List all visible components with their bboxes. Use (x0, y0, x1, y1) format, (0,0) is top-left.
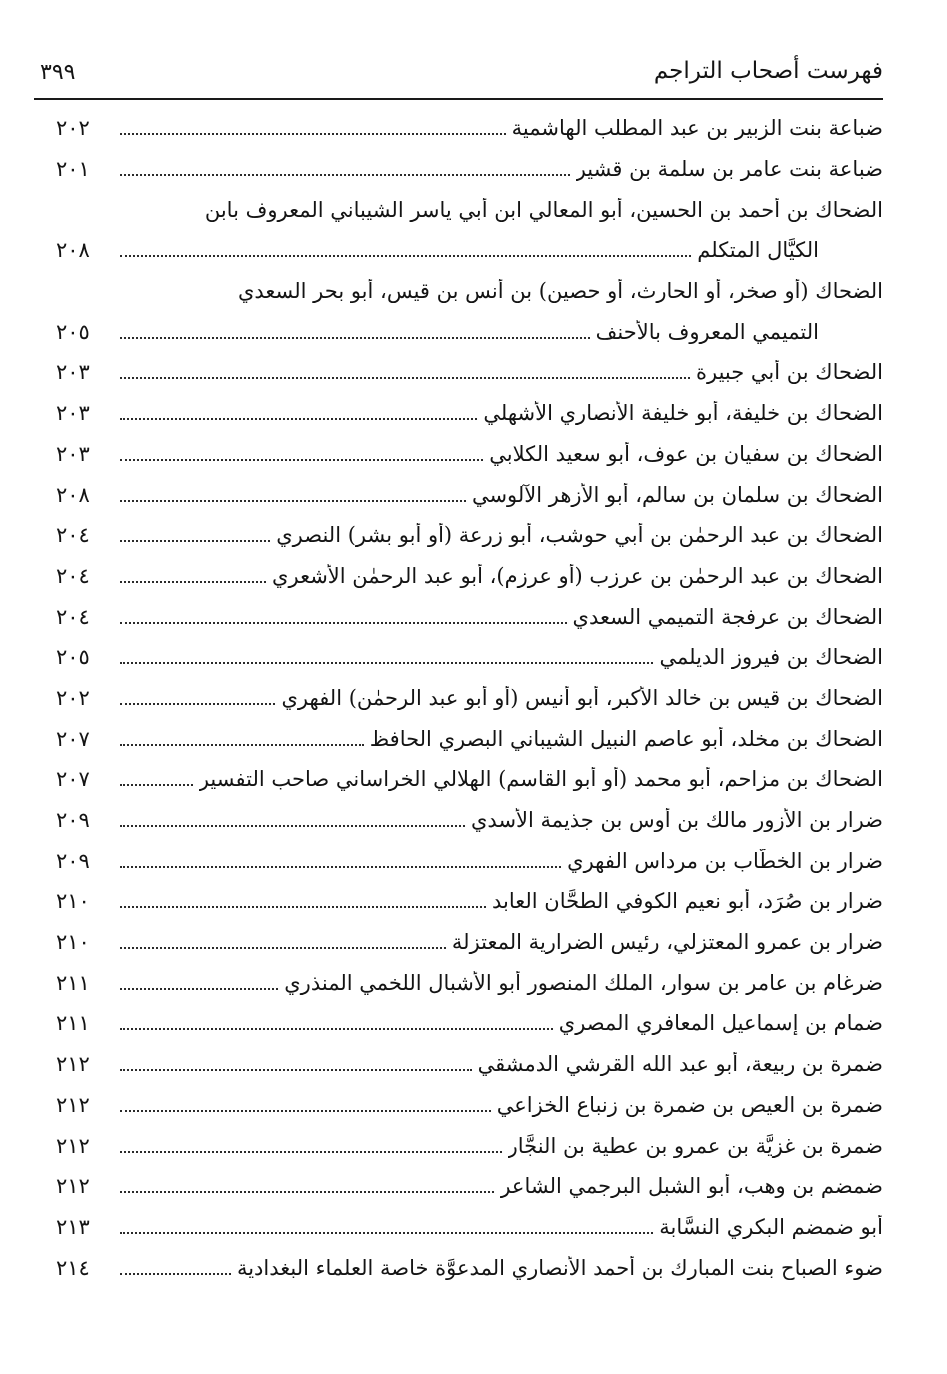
entry-name: الضحاك بن أبي جبيرة (696, 360, 883, 385)
entry-name: الضحاك بن خليفة، أبو خليفة الأنصاري الأشهلي (483, 401, 883, 426)
dot-leader (120, 703, 275, 705)
entry-name: الضحاك بن عبد الرحمٰن بن أبي حوشب، أبو زرعة (أو أبو بشر) النصري (276, 523, 883, 548)
entry-page-number: ٢١٢ (56, 1133, 90, 1158)
index-entry (56, 474, 883, 515)
dot-leader (120, 1191, 494, 1193)
entry-name: ضمرة بن العيص بن ضمرة بن زنباع الخزاعي (496, 1092, 883, 1117)
index-entry (56, 718, 883, 759)
index-entry (56, 1247, 883, 1288)
entry-name-continuation: التميمي المعروف بالأحنف (595, 319, 819, 344)
index-entry-line (56, 189, 883, 230)
entry-page-number: ٢٠٧ (56, 726, 90, 751)
dot-leader (120, 133, 506, 135)
entry-page-number: ٢٠٧ (56, 767, 90, 792)
entry-page-number: ٢٠٢ (56, 116, 90, 141)
entry-name-continuation: الكيَّال المتكلم (697, 238, 819, 263)
index-entry (56, 1044, 883, 1085)
entry-name: ضباعة بنت عامر بن سلمة بن قشير (575, 157, 883, 182)
dot-leader (120, 377, 690, 379)
index-entry (56, 556, 883, 597)
entry-name: الضحاك بن عبد الرحمٰن بن عرزب (أو عرزم)، أبو عبد الرحمٰن الأشعري (272, 563, 883, 588)
dot-leader (120, 662, 653, 664)
index-entry (56, 230, 883, 271)
dot-leader (120, 581, 266, 583)
entry-name: ضرار بن الأزور مالك بن أوس بن جذيمة الأسدي (471, 808, 883, 833)
index-entry (56, 108, 883, 149)
entry-page-number: ٢٠٩ (56, 808, 90, 833)
entry-name: ضمضم بن وهب، أبو الشبل البرجمي الشاعر (500, 1174, 883, 1199)
dot-leader (120, 744, 364, 746)
entry-page-number: ٢٠٤ (56, 563, 90, 588)
index-entry (56, 678, 883, 719)
index-list (56, 108, 883, 1288)
dot-leader (120, 1110, 491, 1112)
index-entry (56, 840, 883, 881)
entry-name: الضحاك بن سلمان بن سالم، أبو الأزهر الآلوسي (471, 482, 883, 507)
entry-page-number: ٢١٢ (56, 1174, 90, 1199)
entry-name: ضرار بن الخطَّاب بن مرداس الفهري (567, 848, 883, 873)
entry-name: الضحاك بن عرفجة التميمي السعدي (572, 604, 883, 629)
dot-leader (120, 1232, 653, 1234)
entry-name: ضرار بن صُرَد، أبو نعيم الكوفي الطحَّان العابد (491, 889, 883, 914)
page-number: ٣٩٩ (40, 60, 76, 85)
dot-leader (120, 255, 691, 257)
entry-page-number: ٢٠١ (56, 157, 90, 182)
index-entry (56, 1166, 883, 1207)
index-entry-line (56, 271, 883, 312)
index-entry (56, 311, 883, 352)
entry-page-number: ٢١٢ (56, 1092, 90, 1117)
index-entry (56, 596, 883, 637)
dot-leader (120, 1069, 472, 1071)
entry-page-number: ٢٠٥ (56, 319, 90, 344)
entry-page-number: ٢٠٣ (56, 441, 90, 466)
index-entry (56, 800, 883, 841)
dot-leader (120, 906, 486, 908)
dot-leader (120, 337, 590, 339)
index-entry (56, 352, 883, 393)
index-entry (56, 881, 883, 922)
entry-name: ضباعة بنت الزبير بن عبد المطلب الهاشمية (511, 116, 883, 141)
index-entry (56, 149, 883, 190)
index-entry (56, 1125, 883, 1166)
entry-name: ضرغام بن عامر بن سوار، الملك المنصور أبو الأشبال اللخمي المنذري (284, 970, 883, 995)
entry-name: ضوء الصباح بنت المبارك بن أحمد الأنصاري المدعوَّة خاصة العلماء البغدادية (236, 1255, 883, 1280)
entry-name: الضحاك بن مخلد، أبو عاصم النبيل الشيباني البصري الحافظ (369, 726, 883, 751)
index-entry (56, 962, 883, 1003)
entry-name: ضرار بن عمرو المعتزلي، رئيس الضرارية المعتزلة (451, 930, 883, 955)
entry-page-number: ٢٠٨ (56, 238, 90, 263)
entry-name: ضمام بن إسماعيل المعافري المصري (558, 1011, 883, 1036)
entry-name: ضمرة بن ربيعة، أبو عبد الله القرشي الدمشقي (477, 1052, 883, 1077)
entry-name: الضحاك بن سفيان بن عوف، أبو سعيد الكلابي (489, 441, 883, 466)
entry-page-number: ٢٠٨ (56, 482, 90, 507)
entry-page-number: ٢٠٣ (56, 401, 90, 426)
running-title: فهرست أصحاب التراجم (653, 58, 883, 84)
entry-page-number: ٢١١ (56, 970, 90, 995)
dot-leader (120, 500, 466, 502)
dot-leader (120, 1273, 231, 1275)
index-entry (56, 637, 883, 678)
index-entry (56, 1003, 883, 1044)
index-entry (56, 1085, 883, 1126)
entry-page-number: ٢٠٤ (56, 604, 90, 629)
index-entry (56, 393, 883, 434)
dot-leader (120, 1028, 553, 1030)
entry-page-number: ٢١١ (56, 1011, 90, 1036)
dot-leader (120, 825, 465, 827)
dot-leader (120, 947, 446, 949)
entry-page-number: ٢١٤ (56, 1255, 90, 1280)
index-entry (56, 759, 883, 800)
entry-page-number: ٢١٢ (56, 1052, 90, 1077)
index-entry (56, 434, 883, 475)
index-entry (56, 1207, 883, 1248)
dot-leader (120, 459, 483, 461)
dot-leader (120, 784, 193, 786)
entry-name: الضحاك بن قيس بن خالد الأكبر، أبو أنيس (أو أبو عبد الرحمٰن) الفهري (281, 685, 883, 710)
index-entry (56, 922, 883, 963)
dot-leader (120, 418, 477, 420)
entry-page-number: ٢١٠ (56, 889, 90, 914)
entry-name: الضحاك بن فيروز الديلمي (659, 645, 883, 670)
entry-page-number: ٢٠٤ (56, 523, 90, 548)
dot-leader (120, 1151, 502, 1153)
entry-page-number: ٢١٠ (56, 930, 90, 955)
entry-name: الضحاك بن أحمد بن الحسين، أبو المعالي ابن أبي ياسر الشيباني المعروف بابن (204, 197, 883, 222)
entry-name: الضحاك (أو صخر، أو الحارث، أو حصين) بن أنس بن قيس، أبو بحر السعدي (237, 279, 883, 304)
entry-name: ضمرة بن غزيَّة بن عمرو بن عطية بن النجَّار (507, 1133, 883, 1158)
dot-leader (120, 866, 561, 868)
index-entry (56, 515, 883, 556)
entry-page-number: ٢١٣ (56, 1214, 90, 1239)
entry-page-number: ٢٠٥ (56, 645, 90, 670)
entry-name: الضحاك بن مزاحم، أبو محمد (أو أبو القاسم) الهلالي الخراساني صاحب التفسير (198, 767, 883, 792)
entry-page-number: ٢٠٢ (56, 685, 90, 710)
dot-leader (120, 988, 278, 990)
page-header (34, 58, 883, 100)
dot-leader (120, 174, 570, 176)
entry-page-number: ٢٠٩ (56, 848, 90, 873)
dot-leader (120, 622, 567, 624)
entry-page-number: ٢٠٣ (56, 360, 90, 385)
dot-leader (120, 540, 270, 542)
entry-name: أبو ضمضم البكري النسَّابة (659, 1214, 883, 1239)
